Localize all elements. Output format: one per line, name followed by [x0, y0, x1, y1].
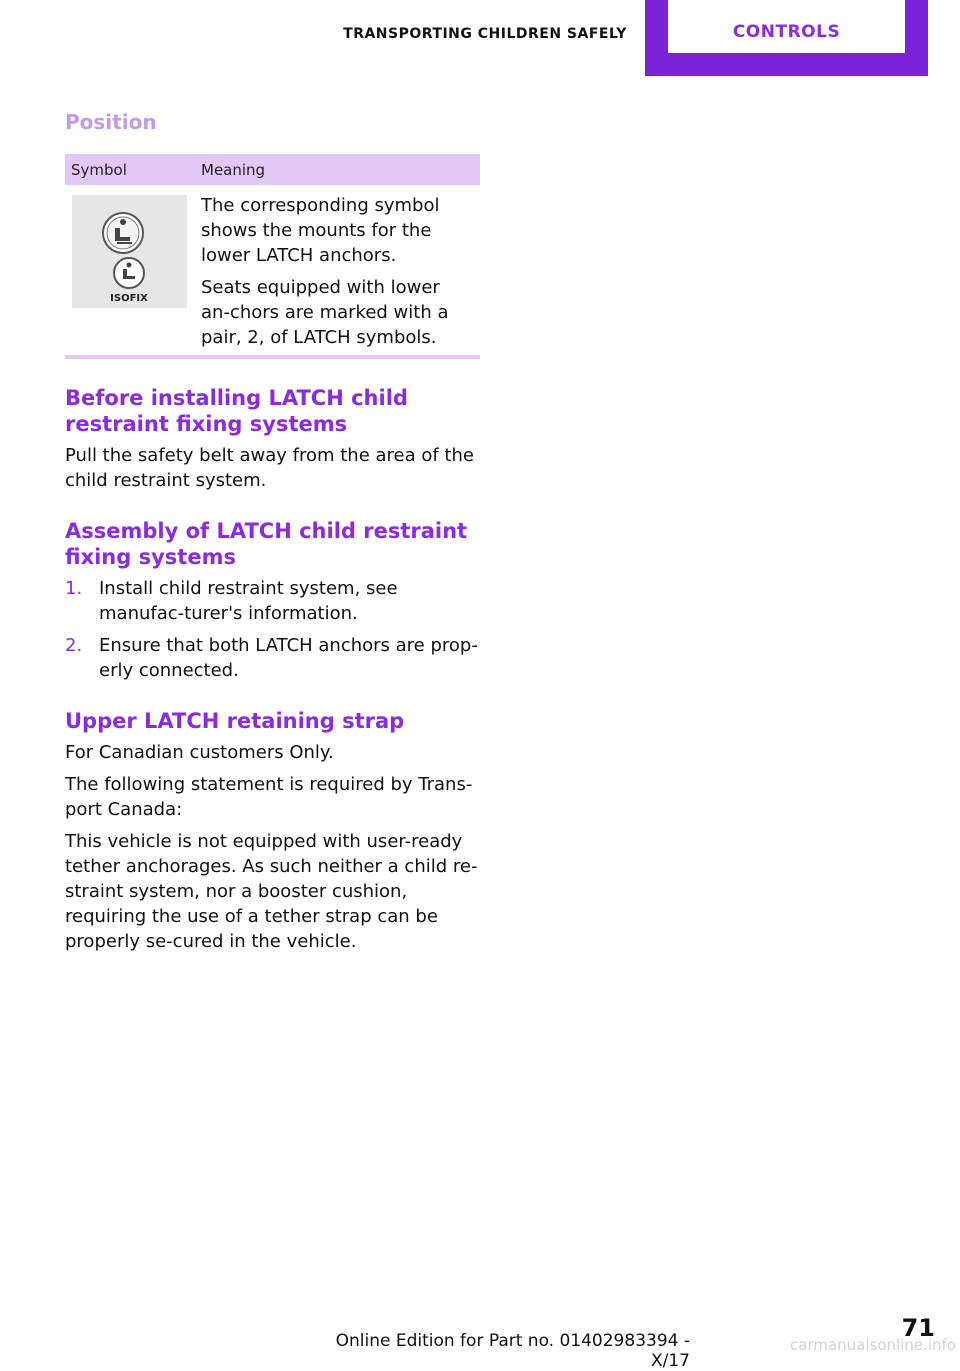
position-heading: Position	[65, 110, 157, 134]
upper-paragraph-2: The following statement is required by Trans-port Canada:	[65, 774, 473, 820]
list-item	[65, 633, 485, 683]
step-text: Install child restraint system, see manufac-turer's information.	[99, 578, 398, 624]
meaning-paragraph-1: The corresponding symbol shows the mounts for the lower LATCH anchors.	[201, 195, 440, 266]
upper-heading: Upper LATCH retaining strap	[65, 709, 405, 733]
column-header-meaning: Meaning	[201, 161, 266, 179]
chapter-tab-inner	[668, 0, 905, 53]
step-number: 1.	[65, 578, 83, 599]
chapter-tab	[645, 0, 928, 76]
watermark: carmanualsonline.info	[790, 1336, 956, 1354]
assembly-heading: Assembly of LATCH child restraint fixing systems	[65, 519, 468, 569]
before-text: Pull the safety belt away from the area of the child restraint system.	[65, 445, 474, 491]
table-header	[65, 154, 480, 185]
step-text: Ensure that both LATCH anchors are prop-erly connected.	[99, 635, 478, 681]
edition-footer: Online Edition for Part no. 01402983394 - X/17	[335, 1331, 690, 1371]
page-number: 71	[901, 1314, 935, 1342]
list-item	[65, 576, 485, 626]
child-seat-latch-icon	[72, 195, 187, 308]
upper-paragraph-3: This vehicle is not equipped with user-ready tether anchorages. As such neither a child re-straint system, nor a booster cushion, requiring the use of a tether strap can be properly se-cured in the vehicle.	[65, 831, 478, 952]
isofix-label: ISOFIX	[110, 293, 148, 304]
step-number: 2.	[65, 635, 83, 656]
table-bottom-rule	[65, 355, 480, 359]
running-header-section: TRANSPORTING CHILDREN SAFELY	[343, 26, 627, 42]
column-header-symbol: Symbol	[71, 161, 127, 179]
before-heading: Before installing LATCH child restraint fixing systems	[65, 386, 408, 436]
section-assembly	[65, 518, 485, 690]
symbol-table	[65, 154, 480, 355]
latch-symbol-image	[72, 195, 187, 308]
assembly-steps	[65, 576, 485, 683]
meaning-cell	[201, 193, 473, 357]
upper-paragraph-1: For Canadian customers Only.	[65, 742, 334, 763]
meaning-paragraph-2: Seats equipped with lower an-chors are marked with a pair, 2, of LATCH symbols.	[201, 277, 449, 348]
chapter-tab-label: CONTROLS	[732, 22, 841, 42]
section-upper-latch	[65, 708, 485, 954]
section-before-installing	[65, 385, 485, 493]
table-row	[65, 185, 480, 355]
